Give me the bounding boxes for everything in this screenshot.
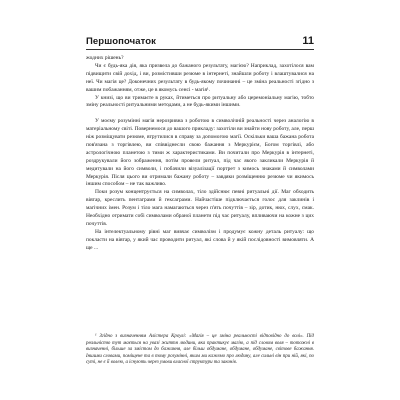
- footnotes: [86, 334, 314, 367]
- body-text: [86, 55, 314, 253]
- footnote: ¹ Згідно з визначенням Алістера Кроулі: «Магія – це зміна реальності відповідно до волі». Під реальністю тут мається на увазі життя людини, яка практикує магію, а під словом воля – тотожні в визначенні, більше за змістом до бажання, але більш обдумане, обдумане, обдумане, світове бажання. Іншими словами, поміщене та в тому розумінні, яким ми кажемо про людину, але сильні він при ній, які, по суті, не є її волею, а існують через умови власної структури та законів.: [86, 334, 314, 366]
- paragraph: У книзі, що ви тримаєте в руках, йтиметься про ритуальну або церемоніальну магію, тобто зміну реальності ритуальними методами, а не будь-якими іншими.: [86, 94, 314, 109]
- paragraph: Чи є будь-яка дія, яка призвела до бажаного результату, магією? Наприклад, захотілося вам підвищити свій дохід, і ви, розмістивши резюме в інтернеті, знайшли роботу і влаштувалися на неї. Чи магія це? Доконечних результату в будь-якому починанні – це зміна реальності згідно з вашим побажанням, отже, це в якомусь сенсі - магія¹.: [86, 62, 314, 93]
- paragraph: На інтелектуальному рівні маг вивчає символізм і продумує кожну деталь ритуалу: що покласти на вівтар, у який час проводити ритуал, які слова й у якій послідовності вимовляти. А ще ...: [86, 228, 314, 251]
- paragraph: У моєму розумінні магія нерозривна з роботою в символічній реальності через аналогію в матеріальному світі. Повернемося до вашого прикладу: захотіли ви знайти нову роботу, але, перш ніж розміщувати резюме, втрутилися в справу за допомогою магії. Оскільки ваша бажана робота пов'язана з торгівлею, ви співвіднесли свою бажання з Меркурієм, Богом торгівлі, або астрологічною планетою з тими ж характеристиками. Ви почитали про Меркурія в інтернеті, роздрукували його зображення, потім провели ритуал, під час якого закликали Меркурія й медитували на його символи, і побачили візуалізації портрет з кимось знаками й символами Меркурія. Після цього ви отримали бажану роботу – завдяки розміщенню резюме чи якимось іншим способом – не так важливо.: [86, 118, 314, 188]
- paragraph: Поки розум концентрується на символах, тіло здійснює певні ритуальні дії. Маг обходить вівтар, креслить пентаграми й гексаграми. Найчастіше підключається голос для заклинів і магічних імен. Розум і тіло мага намагаються через п'ять почуттів – зір, дотик, нюх, слух, смак. Необхідно отримати собі символами обраної планети під час ритуалу, впливаючи на кожне з цих почуттів.: [86, 189, 314, 228]
- page-number: 11: [302, 35, 314, 47]
- paragraph: жодних рішень?: [86, 55, 124, 61]
- running-title: Першопочаток: [86, 36, 157, 47]
- running-header: [86, 27, 314, 50]
